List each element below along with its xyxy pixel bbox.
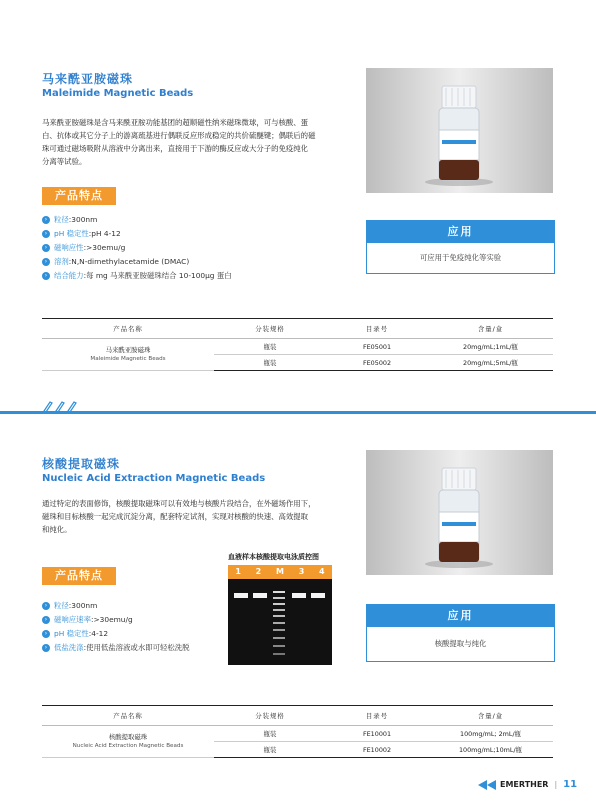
catalog-cell: FE05002	[326, 355, 428, 371]
feature-key: pH 稳定性	[54, 229, 89, 238]
section1-title-cn: 马来酰亚胺磁珠	[42, 72, 134, 86]
section1-description	[42, 116, 352, 168]
table-row	[42, 339, 553, 355]
section2-title-cn: 核酸提取磁珠	[42, 457, 121, 471]
column-header: 含量/盒	[428, 319, 553, 339]
product-name-cn: 马来酰亚胺磁珠	[105, 345, 151, 354]
feature-item	[42, 241, 342, 255]
feature-value: N,N-dimethylacetamide (DMAC)	[71, 257, 190, 266]
desc-line: 马来酰亚胺磁珠是含马来酰亚胺功能基团的超顺磁性纳米磁珠微球，可与核酸、蛋	[42, 118, 309, 127]
desc-line: 和纯化。	[42, 525, 72, 534]
arrow-bullet-icon: ›	[42, 616, 50, 624]
arrow-bullet-icon: ›	[42, 272, 50, 280]
section1-features-badge: 产品特点	[42, 187, 116, 205]
feature-item	[42, 613, 242, 627]
column-header: 分装规格	[214, 706, 326, 726]
feature-key: 粒径	[54, 601, 69, 610]
feature-value: 300nm	[71, 215, 98, 224]
feature-key: 磁响应性	[54, 243, 84, 252]
column-header: 目录号	[326, 706, 428, 726]
feature-value: >30emu/g	[93, 615, 133, 624]
application-header: 应用	[367, 605, 554, 627]
footer-brand: EMERTHER	[500, 780, 549, 789]
section1-product-table	[42, 318, 553, 371]
colon: :	[68, 257, 72, 266]
feature-item	[42, 213, 342, 227]
catalog-cell: FE10002	[326, 742, 428, 758]
feature-key: 结合能力	[54, 271, 84, 280]
section1-application-box	[366, 220, 555, 274]
column-header: 含量/盒	[428, 706, 553, 726]
feature-key: 低盐洗涤	[54, 643, 84, 652]
section-divider	[0, 411, 596, 414]
spec-cell: 瓶装	[214, 726, 326, 742]
colon: :	[88, 229, 92, 238]
arrow-bullet-icon: ›	[42, 230, 50, 238]
feature-value: 4-12	[91, 629, 109, 638]
colon: :	[88, 629, 92, 638]
lane-label: M	[275, 567, 284, 576]
vial-image	[366, 450, 553, 575]
section2-features-list	[42, 599, 242, 655]
desc-line: 磁珠和目标核酸一起完成沉淀分离，配套特定试剂，实现对核酸的快速、高效提取	[42, 512, 309, 521]
catalog-cell: FE05001	[326, 339, 428, 355]
colon: :	[83, 271, 87, 280]
application-text: 可应用于免疫纯化等实验	[419, 253, 502, 262]
section1-title-en: Maleimide Magnetic Beads	[42, 88, 194, 99]
gel-lane-labels	[228, 565, 332, 579]
arrow-bullet-icon: ›	[42, 630, 50, 638]
column-header: 产品名称	[42, 706, 214, 726]
colon: :	[83, 643, 87, 652]
table-header-row	[42, 319, 553, 339]
page-footer	[478, 779, 577, 790]
gel-title: 血液样本核酸提取电泳质控图	[228, 553, 319, 561]
desc-line: 白、抗体或其它分子上的游离巯基进行偶联反应形成稳定的共价硫醚键；偶联后的磁	[42, 131, 316, 140]
section1-features-list	[42, 213, 342, 283]
divider-decoration	[42, 398, 82, 417]
section2-title-en: Nucleic Acid Extraction Magnetic Beads	[42, 473, 266, 484]
application-header: 应用	[367, 221, 554, 243]
table-header-row	[42, 706, 553, 726]
feature-value: 300nm	[71, 601, 98, 610]
column-header: 目录号	[326, 319, 428, 339]
lane-label: 3	[298, 567, 305, 576]
application-text: 核酸提取与纯化	[434, 639, 487, 648]
section2-product-image	[366, 450, 553, 575]
product-name-cell	[42, 339, 214, 371]
gel-image	[228, 565, 332, 665]
amount-cell: 20mg/mL;1mL/瓶	[428, 339, 553, 355]
feature-value: 使用低盐溶液或水即可轻松洗脱	[86, 643, 190, 652]
amount-cell: 100mg/mL; 2mL/瓶	[428, 726, 553, 742]
product-name-cn: 核酸提取磁珠	[108, 732, 148, 741]
section2-application-box	[366, 604, 555, 662]
desc-line: 通过特定的表面修饰，核酸提取磁珠可以有效地与核酸片段结合，在外磁场作用下，	[42, 499, 316, 508]
section2-description	[42, 497, 352, 536]
table-row	[42, 726, 553, 742]
catalog-cell: FE10001	[326, 726, 428, 742]
lane-label: 4	[319, 567, 325, 576]
column-header: 产品名称	[42, 319, 214, 339]
arrow-bullet-icon: ›	[42, 244, 50, 252]
desc-line: 珠可通过磁场吸附从溶液中分离出来，直接用于下游的酶反应或大分子的免疫纯化	[42, 144, 309, 153]
colon: :	[68, 215, 72, 224]
feature-key: 溶剂	[54, 257, 69, 266]
lane-label: 2	[255, 567, 262, 576]
feature-key: 磁响应速率	[54, 615, 91, 624]
feature-item	[42, 227, 342, 241]
feature-item	[42, 255, 342, 269]
product-name-cell	[42, 726, 214, 758]
colon: :	[83, 243, 87, 252]
double-arrow-left-icon	[478, 780, 496, 790]
arrow-bullet-icon: ›	[42, 602, 50, 610]
desc-line: 分离等试验。	[42, 157, 87, 166]
colon: :	[90, 615, 94, 624]
colon: :	[68, 601, 72, 610]
feature-value: pH 4-12	[91, 229, 121, 238]
section2-features-badge: 产品特点	[42, 567, 116, 585]
section1-product-image	[366, 68, 553, 193]
arrow-bullet-icon: ›	[42, 258, 50, 266]
amount-cell: 20mg/mL;5mL/瓶	[428, 355, 553, 371]
vial-image	[366, 68, 553, 193]
feature-value: >30emu/g	[86, 243, 126, 252]
spec-cell: 瓶装	[214, 355, 326, 371]
feature-key: pH 稳定性	[54, 629, 89, 638]
feature-item	[42, 599, 242, 613]
spec-cell: 瓶装	[214, 339, 326, 355]
footer-separator: |	[554, 780, 558, 789]
section2-product-table	[42, 705, 553, 758]
feature-key: 粒径	[54, 215, 69, 224]
arrow-bullet-icon: ›	[42, 644, 50, 652]
feature-value: 每 mg 马来酰亚胺磁珠结合 10-100μg 蛋白	[86, 271, 232, 280]
page-number: 11	[563, 779, 578, 790]
feature-item	[42, 627, 242, 641]
product-name-en: Maleimide Magnetic Beads	[90, 355, 166, 362]
gel-bands	[228, 579, 332, 665]
spec-cell: 瓶装	[214, 742, 326, 758]
lane-label: 1	[235, 567, 241, 576]
amount-cell: 100mg/mL;10mL/瓶	[428, 742, 553, 758]
arrow-bullet-icon: ›	[42, 216, 50, 224]
feature-item	[42, 269, 342, 283]
column-header: 分装规格	[214, 319, 326, 339]
feature-item	[42, 641, 242, 655]
product-name-en: Nucleic Acid Extraction Magnetic Beads	[72, 742, 184, 749]
